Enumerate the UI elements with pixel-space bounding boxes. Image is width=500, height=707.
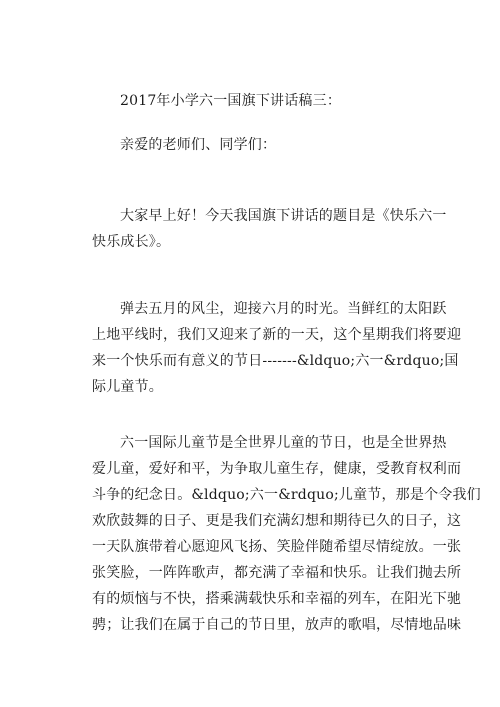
childrens-day-paragraph — [92, 430, 481, 638]
paragraph-line: 有的烦恼与不快，搭乘满载快乐和幸福的列车，在阳光下驰 — [92, 591, 462, 607]
greeting-paragraph — [92, 203, 447, 255]
paragraph-line: 爱儿童，爱好和平，为争取儿童生存，健康，受教育权利而 — [92, 461, 462, 477]
paragraph-line: 快乐成长》。 — [92, 234, 171, 250]
salutation-text: 亲爱的老师们、同学们： — [120, 137, 277, 153]
paragraph-line: 欢欣鼓舞的日子、更是我们充满幻想和期待已久的日子，这 — [92, 513, 462, 529]
paragraph-line: 上地平线时，我们又迎来了新的一天，这个星期我们将要迎 — [92, 327, 462, 343]
paragraph-line: 弹去五月的风尘，迎接六月的时光。当鲜红的太阳跃 — [120, 301, 447, 317]
paragraph-line: 张笑脸，一阵阵歌声，都充满了幸福和快乐。让我们抛去所 — [92, 565, 462, 581]
paragraph-line: 来一个快乐而有意义的节日-------&ldquo;六一&rdquo;国 — [92, 353, 459, 369]
paragraph-line: 一天队旗带着心愿迎风飞扬、笑脸伴随希望尽情绽放。一张 — [92, 539, 462, 555]
paragraph-line: 大家早上好！今天我国旗下讲话的题目是《快乐六一 — [120, 208, 447, 224]
paragraph-line: 斗争的纪念日。&ldquo;六一&rdquo;儿童节，那是个令我们 — [92, 487, 481, 503]
salutation-paragraph — [120, 132, 430, 158]
paragraph-line: 际儿童节。 — [92, 379, 163, 395]
paragraph-line: 六一国际儿童节是全世界儿童的节日，也是全世界热 — [120, 435, 447, 451]
paragraph-line: 骋；让我们在属于自己的节日里，放声的歌唱，尽情地品味 — [92, 617, 462, 633]
document-title — [120, 88, 430, 114]
june-paragraph — [92, 296, 462, 400]
title-text: 2017年小学六一国旗下讲话稿三： — [120, 93, 342, 109]
